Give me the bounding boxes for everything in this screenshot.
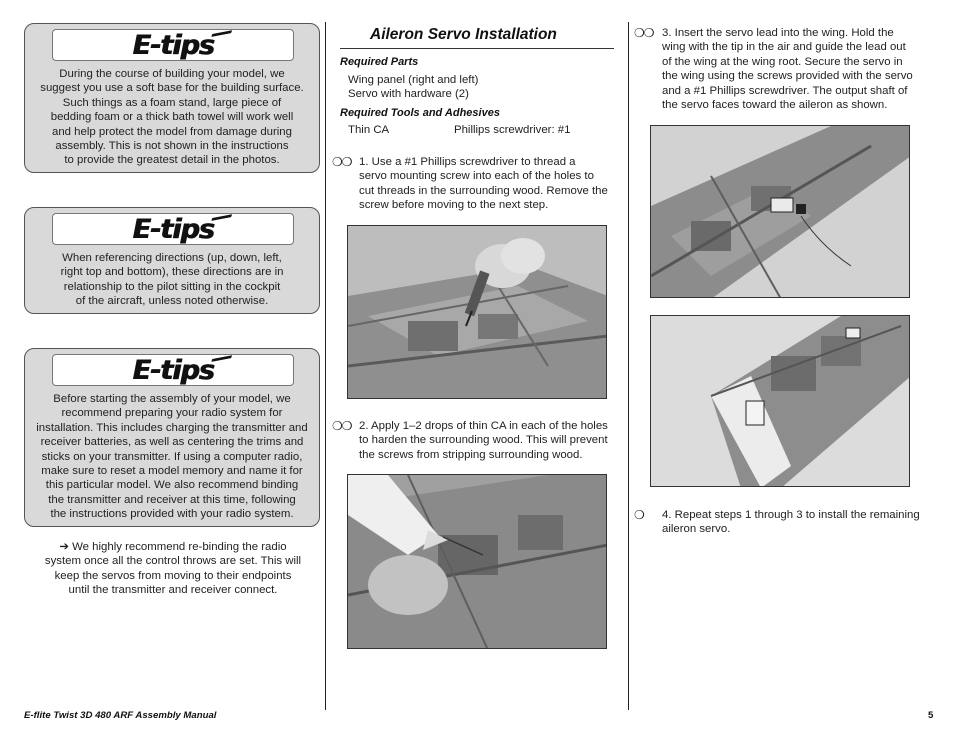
tip-line: Such things as a foam stand, large piece of [62,96,282,109]
tip-line: and help protect the model from damage during [52,125,292,138]
step-line: the wing using the screws provided with the servo [662,70,913,83]
required-tool: Thin CA [348,124,390,136]
logo-swoosh [209,214,231,225]
page-number: 5 [928,710,934,721]
step-line: 2. Apply 1–2 drops of thin CA in each of the holes [359,420,608,432]
tip-line: this particular model. We also recommend binding [45,479,299,492]
step-1-checkboxes[interactable]: ❍❍ [332,155,352,169]
tip-line: installation. This includes charging the transmitter and [36,421,308,434]
tip-line: When referencing directions (up, down, left, [62,252,282,264]
rebind-note [38,540,308,598]
step-2-text [359,419,625,462]
step-line: and a #1 Phillips screwdriver. The output shaft of [662,84,908,97]
tip-line: assembly. This is not shown in the instructions [55,140,289,153]
tip-line: the instructions provided with your radio system. [50,508,294,521]
tip-line: relationship to the pilot sitting in the cockpit [63,280,281,293]
etips-logo: E-tips [132,355,213,386]
tip-line: recommend preparing your radio system for [61,407,283,420]
note-line: until the transmitter and receiver connect. [68,584,278,597]
column-divider-left [325,22,326,710]
step-4-text [662,508,932,537]
step-3-text [662,26,930,112]
logo-swoosh [209,355,231,366]
step-line: 3. Insert the servo lead into the wing. Hold the [662,27,894,39]
etips-logo-frame [52,213,294,245]
etips-logo: E-tips [132,30,213,61]
etips-text [31,392,313,522]
note-line-text: We highly recommend re-binding the radio [72,541,287,553]
etips-logo-frame [52,29,294,61]
step-2-checkboxes[interactable]: ❍❍ [332,419,352,433]
etips-text [35,67,309,168]
photo-servo-output-shaft [650,315,910,487]
etips-logo: E-tips [132,214,213,245]
step-line: of the wing at the wing root. Secure the servo in [662,55,903,68]
arrow-icon: ➔ [59,541,69,553]
required-tools-label: Required Tools and Adhesives [340,107,500,119]
required-parts-label: Required Parts [340,56,419,68]
tip-line: right top and bottom), these directions are in [60,266,284,279]
etips-box-3 [24,348,320,527]
photo-screwdriver-threading [347,225,607,399]
column-divider-right [628,22,629,710]
tip-line: suggest you use a soft base for the building surface. [40,82,304,95]
step-line: wing with the tip in the air and guide the lead out [662,41,906,54]
required-part: Wing panel (right and left) [348,74,479,86]
step-1-text [359,155,619,213]
step-line: servo mounting screw into each of the holes to [359,170,594,183]
tip-line: the transmitter and receiver at this time, following [48,493,296,506]
tip-line: make sure to reset a model memory and name it for [41,465,303,478]
footer-manual-title: E-flite Twist 3D 480 ARF Assembly Manual [24,710,217,721]
photo-servo-installed [650,125,910,298]
etips-logo-frame [52,354,294,386]
step-line: cut threads in the surrounding wood. Remove the [359,184,608,197]
step-line: to harden the surrounding wood. This will prevent [359,434,608,447]
step-line: the screws from stripping surrounding wood. [359,448,583,461]
step-4-checkbox[interactable]: ❍ [634,508,644,522]
step-line: aileron servo. [662,523,731,536]
tip-line: bedding foam or a thick bath towel will work well [50,111,294,124]
etips-box-2 [24,207,320,314]
note-line [38,540,308,554]
required-tool: Phillips screwdriver: #1 [454,124,571,136]
section-rule [340,48,614,49]
tip-line: sticks on your transmitter. If using a computer radio, [41,450,303,463]
tip-line: to provide the greatest detail in the photos. [64,154,280,167]
step-line: the servo faces toward the aileron as shown. [662,99,888,112]
section-title: Aileron Servo Installation [370,26,557,43]
step-3-checkboxes[interactable]: ❍❍ [634,26,654,40]
logo-swoosh [209,30,231,41]
etips-box-1 [24,23,320,173]
tip-line: Before starting the assembly of your model, we [53,393,291,405]
etips-text [35,251,309,309]
step-line: 4. Repeat steps 1 through 3 to install the remaining [662,509,920,521]
required-part: Servo with hardware (2) [348,88,469,100]
note-line: keep the servos from moving to their endpoints [54,569,292,582]
photo-ca-application [347,474,607,649]
tip-line: During the course of building your model, we [59,68,285,80]
step-line: 1. Use a #1 Phillips screwdriver to thread a [359,156,576,168]
note-line: system once all the control throws are set. This will [44,555,302,568]
tip-line: of the aircraft, unless noted otherwise. [75,295,269,308]
tip-line: receiver batteries, as well as centering the trims and [40,436,304,449]
step-line: screw before moving to the next step. [359,199,549,212]
